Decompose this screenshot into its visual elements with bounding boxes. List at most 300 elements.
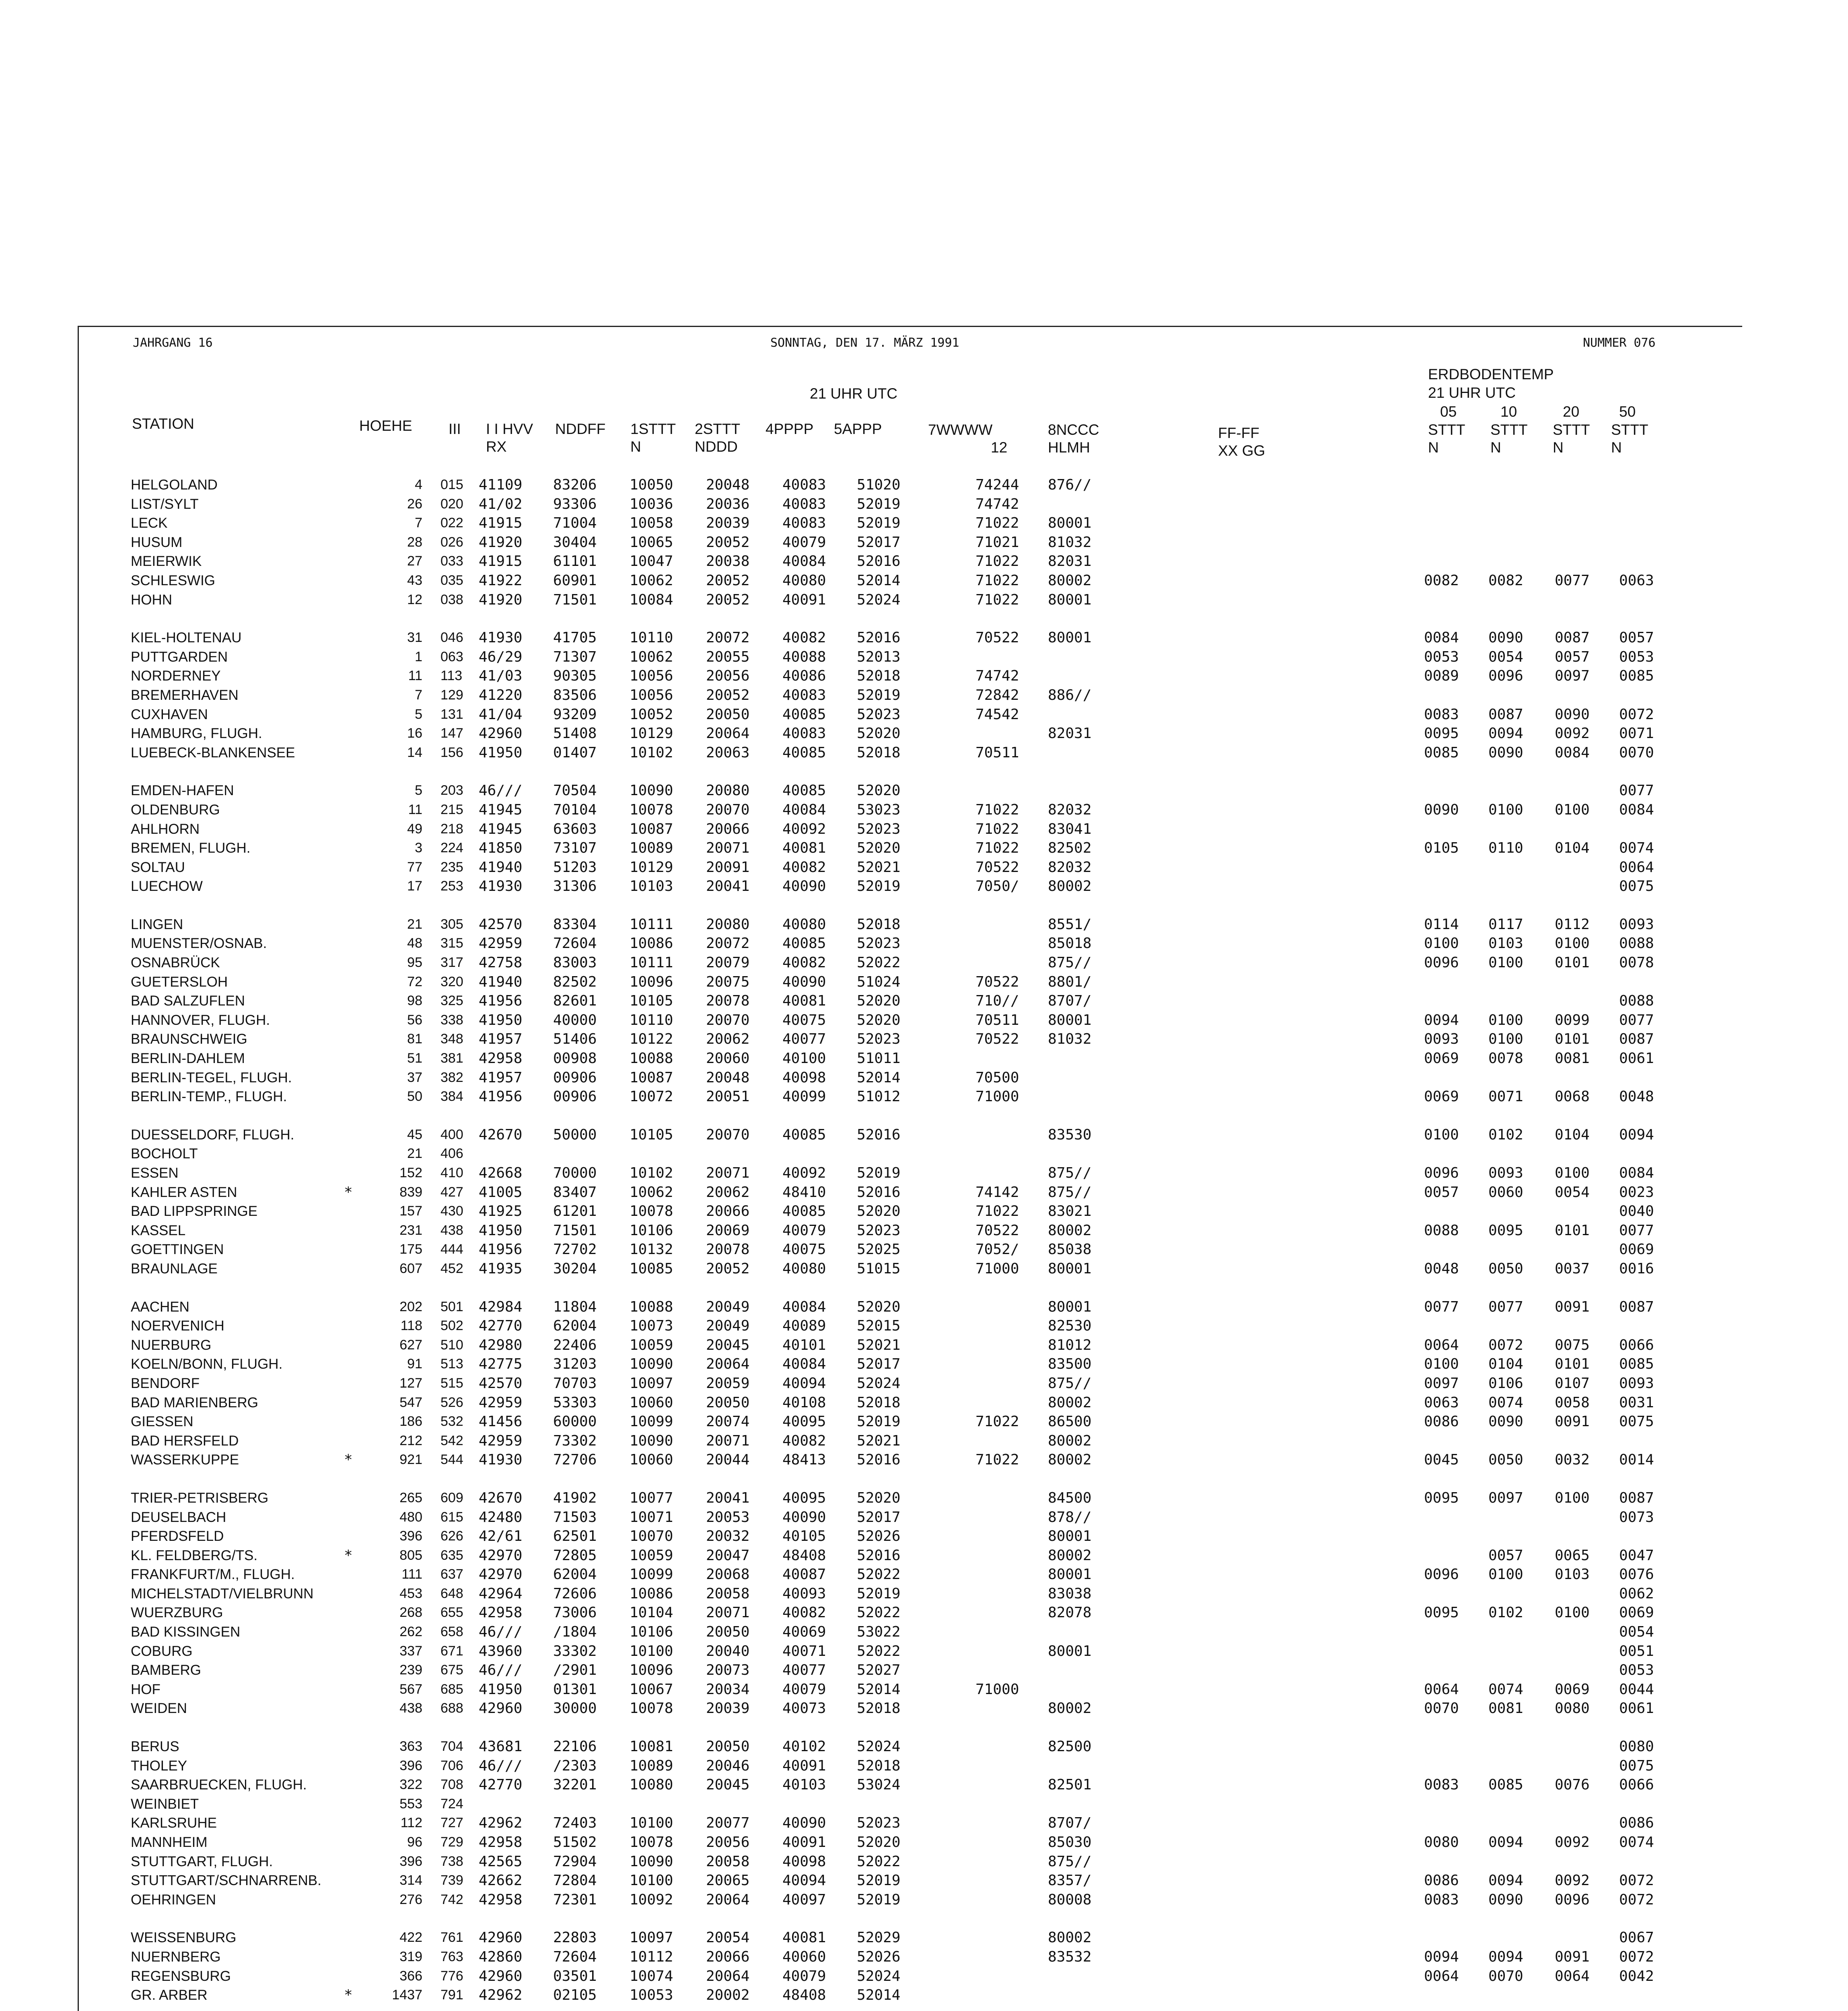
station-id: 637 (440, 1567, 463, 1582)
soil-temp-10: 0094 (1488, 1872, 1523, 1889)
soil-temp-10: 0106 (1488, 1375, 1523, 1392)
group-nddff: 01407 (553, 744, 597, 761)
group-7wwww: 71022 (975, 820, 1019, 837)
group-5appp: 52018 (857, 1757, 901, 1774)
table-row (131, 1603, 1700, 1622)
group-5appp: 52014 (857, 1987, 901, 2004)
table-row (131, 1584, 1700, 1604)
station-height: 805 (399, 1547, 422, 1563)
group-4pppp: 40080 (782, 916, 826, 933)
station-name: KASSEL (131, 1222, 186, 1238)
station-height: 453 (399, 1585, 422, 1601)
soil-temp-10: 0050 (1488, 1260, 1523, 1277)
soil-temp-50: 0076 (1619, 1566, 1654, 1583)
group-1sttt: 10090 (630, 1432, 673, 1449)
group-8nccc: 81032 (1048, 1031, 1092, 1048)
group-4pppp: 40089 (782, 1318, 826, 1334)
group-7wwww: 71022 (975, 1203, 1019, 1220)
group-5appp: 52014 (857, 1681, 901, 1698)
station-id: 129 (440, 687, 463, 703)
station-height: 152 (399, 1165, 422, 1180)
table-row (131, 1699, 1700, 1718)
group-5appp: 51020 (857, 477, 901, 493)
station-height: 337 (399, 1643, 422, 1659)
soil-temp-50: 0054 (1619, 1624, 1654, 1641)
table-row (131, 1565, 1700, 1584)
group-8nccc: 83532 (1048, 1948, 1092, 1965)
table-row (131, 724, 1700, 743)
soil-temp-20: 0054 (1555, 1184, 1590, 1201)
station-height: 95 (407, 955, 422, 971)
group-2sttt: 20048 (706, 1069, 750, 1086)
group-nddff: 00908 (553, 1050, 597, 1067)
group-iihvv: 42570 (479, 916, 523, 933)
group-1sttt: 10077 (630, 1489, 673, 1506)
station-name: TRIER-PETRISBERG (131, 1490, 269, 1506)
group-iihvv: 42958 (479, 1891, 523, 1908)
group-1sttt: 10096 (630, 1662, 673, 1679)
table-row (131, 973, 1700, 992)
group-2sttt: 20034 (706, 1681, 750, 1698)
group-iihvv: 42959 (479, 1432, 523, 1449)
station-name: SAARBRUECKEN, FLUGH. (131, 1777, 307, 1793)
station-id: 015 (440, 477, 463, 492)
station-height: 14 (407, 744, 422, 760)
group-4pppp: 40075 (782, 1241, 826, 1258)
group-1sttt: 10092 (630, 1891, 673, 1908)
group-1sttt: 10078 (630, 1834, 673, 1851)
group-5appp: 52016 (857, 1547, 901, 1564)
table-row (131, 1775, 1700, 1795)
soil-depth-05: 05 (1440, 403, 1457, 420)
soil-temp-20: 0100 (1555, 1489, 1590, 1506)
station-id: 384 (440, 1089, 463, 1104)
group-iihvv: 42970 (479, 1547, 523, 1564)
group-nddff: 71501 (553, 591, 597, 608)
group-nddff: /2901 (553, 1662, 597, 1679)
station-name: DEUSELBACH (131, 1509, 226, 1525)
soil-temp-20: 0037 (1555, 1260, 1590, 1277)
station-id: 215 (440, 802, 463, 817)
group-1sttt: 10089 (630, 840, 673, 857)
group-iihvv: 42958 (479, 1834, 523, 1851)
group-8nccc: 886// (1048, 687, 1092, 703)
group-iihvv: 42959 (479, 1394, 523, 1411)
group-8nccc: 83041 (1048, 820, 1092, 837)
col-header-nddff: NDDFF (555, 421, 606, 437)
group-7wwww: 74142 (975, 1184, 1019, 1201)
group-iihvv: 41950 (479, 744, 523, 761)
station-height: 627 (399, 1337, 422, 1353)
group-4pppp: 40090 (782, 878, 826, 895)
soil-temp-20: 0069 (1555, 1681, 1590, 1698)
station-name: BERLIN-TEGEL, FLUGH. (131, 1069, 292, 1086)
station-name: SCHLESWIG (131, 572, 216, 588)
group-4pppp: 48408 (782, 1547, 826, 1564)
soil-temp-50: 0042 (1619, 1968, 1654, 1984)
soil-col-n-10: N (1490, 439, 1501, 456)
group-1sttt: 10106 (630, 1222, 673, 1239)
soil-temp-20: 0032 (1555, 1452, 1590, 1468)
station-height: 11 (408, 668, 422, 684)
soil-temp-50: 0069 (1619, 1241, 1654, 1258)
station-id: 761 (440, 1930, 463, 1945)
soil-temp-20: 0096 (1555, 1891, 1590, 1908)
group-iihvv: 42962 (479, 1815, 523, 1832)
group-4pppp: 40090 (782, 1815, 826, 1832)
soil-temp-10: 0095 (1488, 1222, 1523, 1239)
group-iihvv: 41220 (479, 687, 523, 703)
col-header-ffff-sub: XX GG (1218, 442, 1266, 459)
station-id: 502 (440, 1318, 463, 1334)
group-8nccc: 80008 (1048, 1891, 1092, 1908)
group-1sttt: 10080 (630, 1777, 673, 1793)
group-1sttt: 10086 (630, 1585, 673, 1602)
group-nddff: 41705 (553, 629, 597, 646)
group-separator (131, 609, 1700, 628)
group-2sttt: 20066 (706, 1948, 750, 1965)
station-height: 202 (399, 1299, 422, 1314)
station-name: AHLHORN (131, 821, 200, 837)
group-2sttt: 20062 (706, 1031, 750, 1048)
group-4pppp: 40079 (782, 1222, 826, 1239)
group-4pppp: 48413 (782, 1452, 826, 1468)
soil-temp-10: 0081 (1488, 1700, 1523, 1717)
soil-temp-50: 0072 (1619, 706, 1654, 723)
group-2sttt: 20073 (706, 1662, 750, 1679)
station-name: PUTTGARDEN (131, 649, 228, 665)
station-id: 501 (440, 1299, 463, 1314)
station-id: 320 (440, 974, 463, 989)
station-id: 147 (440, 726, 463, 741)
group-iihvv: 42960 (479, 1929, 523, 1946)
station-id: 317 (440, 955, 463, 971)
group-5appp: 53022 (857, 1624, 901, 1641)
group-iihvv: 41930 (479, 1452, 523, 1468)
group-4pppp: 40084 (782, 1298, 826, 1315)
group-1sttt: 10106 (630, 1624, 673, 1641)
group-nddff: 83407 (553, 1184, 597, 1201)
group-4pppp: 40080 (782, 1260, 826, 1277)
station-name: BAD SALZUFLEN (131, 993, 245, 1009)
soil-temp-05: 0088 (1424, 1222, 1459, 1239)
soil-temp-50: 0061 (1619, 1700, 1654, 1717)
group-8nccc: 80002 (1048, 572, 1092, 589)
group-1sttt: 10047 (630, 553, 673, 570)
table-row (131, 991, 1700, 1011)
group-4pppp: 40086 (782, 668, 826, 685)
group-separator (131, 1470, 1700, 1489)
group-4pppp: 40079 (782, 1968, 826, 1984)
group-iihvv: 41957 (479, 1069, 523, 1086)
station-height: 239 (399, 1662, 422, 1678)
station-height: 112 (400, 1815, 422, 1831)
station-height: 111 (401, 1567, 422, 1582)
station-height: 396 (399, 1758, 422, 1773)
table-row (131, 1642, 1700, 1661)
station-id: 430 (440, 1203, 463, 1219)
station-name: OEHRINGEN (131, 1892, 216, 1908)
soil-temp-10: 0090 (1488, 1413, 1523, 1430)
table-row (131, 953, 1700, 973)
group-2sttt: 20059 (706, 1375, 750, 1392)
group-7wwww: 70522 (975, 1222, 1019, 1239)
group-2sttt: 20054 (706, 1929, 750, 1946)
group-2sttt: 20044 (706, 1452, 750, 1468)
group-nddff: 53303 (553, 1394, 597, 1411)
station-name: NORDERNEY (131, 668, 221, 684)
station-name: BAD HERSFELD (131, 1433, 239, 1449)
station-height: 27 (407, 553, 422, 569)
group-nddff: 00906 (553, 1088, 597, 1105)
group-iihvv: 42758 (479, 954, 523, 971)
table-row (131, 1680, 1700, 1699)
group-nddff: 51203 (553, 859, 597, 876)
group-2sttt: 20077 (706, 1815, 750, 1832)
station-id: 400 (440, 1127, 463, 1142)
table-row (131, 1221, 1700, 1240)
table-row (131, 1011, 1700, 1030)
soil-temp-05: 0069 (1424, 1050, 1459, 1067)
soil-depth-50: 50 (1619, 403, 1636, 420)
group-5appp: 52020 (857, 1203, 901, 1220)
station-name: LECK (131, 515, 168, 531)
group-8nccc: 878// (1048, 1509, 1092, 1526)
group-4pppp: 40091 (782, 1834, 826, 1851)
group-1sttt: 10053 (630, 1987, 673, 2004)
col-header-iihvv: I I HVV (486, 421, 533, 437)
issue-number: NUMMER 076 (1583, 336, 1656, 350)
group-7wwww: 71000 (975, 1260, 1019, 1277)
group-1sttt: 10078 (630, 1203, 673, 1220)
group-4pppp: 40097 (782, 1891, 826, 1908)
group-1sttt: 10088 (630, 1298, 673, 1315)
group-4pppp: 40100 (782, 1050, 826, 1067)
table-row (131, 1527, 1700, 1546)
table-row (131, 934, 1700, 953)
group-iihvv: 41956 (479, 993, 523, 1010)
group-nddff: 83304 (553, 916, 597, 933)
group-nddff: 90305 (553, 668, 597, 685)
group-2sttt: 20060 (706, 1050, 750, 1067)
group-2sttt: 20064 (706, 1356, 750, 1373)
soil-temp-05: 0048 (1424, 1260, 1459, 1277)
group-8nccc: 80002 (1048, 1547, 1092, 1564)
station-id: 532 (440, 1414, 463, 1429)
station-height: 56 (407, 1012, 422, 1028)
group-nddff: 63603 (553, 820, 597, 837)
station-name: HAMBURG, FLUGH. (131, 726, 262, 742)
group-nddff: 71004 (553, 515, 597, 532)
group-7wwww: 71022 (975, 840, 1019, 857)
soil-temp-20: 0091 (1555, 1948, 1590, 1965)
station-name: BREMERHAVEN (131, 687, 239, 703)
station-height: 567 (399, 1681, 422, 1697)
group-8nccc: 82501 (1048, 1777, 1092, 1793)
soil-temp-50: 0087 (1619, 1489, 1654, 1506)
station-id: 724 (440, 1796, 463, 1812)
table-row (131, 743, 1700, 763)
station-height: 265 (399, 1490, 422, 1505)
soil-temp-50: 0072 (1619, 1948, 1654, 1965)
group-5appp: 52020 (857, 1298, 901, 1315)
group-iihvv: 42570 (479, 1375, 523, 1392)
soil-temp-05: 0096 (1424, 954, 1459, 971)
group-nddff: 22803 (553, 1929, 597, 1946)
group-1sttt: 10110 (630, 629, 673, 646)
station-height: 1 (415, 649, 422, 664)
group-5appp: 52026 (857, 1528, 901, 1545)
station-height: 17 (407, 878, 422, 894)
group-2sttt: 20051 (706, 1088, 750, 1105)
group-5appp: 51024 (857, 973, 901, 990)
table-row (131, 820, 1700, 839)
group-4pppp: 40073 (782, 1700, 826, 1717)
group-7wwww: 70500 (975, 1069, 1019, 1086)
station-name: BAD LIPPSPRINGE (131, 1203, 258, 1219)
group-5appp: 52023 (857, 1031, 901, 1048)
station-height: 37 (407, 1069, 422, 1085)
soil-temp-20: 0099 (1555, 1012, 1590, 1028)
soil-temp-50: 0070 (1619, 744, 1654, 761)
group-8nccc: 80002 (1048, 1452, 1092, 1468)
year-label: JAHRGANG 16 (133, 336, 213, 350)
group-7wwww: 71000 (975, 1088, 1019, 1105)
soil-col-sttt-10: STTT (1490, 422, 1528, 438)
table-row (131, 1852, 1700, 1871)
soil-temp-05: 0100 (1424, 935, 1459, 952)
group-5appp: 52020 (857, 840, 901, 857)
station-id: 739 (440, 1873, 463, 1888)
group-iihvv: 41950 (479, 1012, 523, 1028)
group-2sttt: 20052 (706, 687, 750, 703)
station-height: 157 (399, 1203, 422, 1219)
group-nddff: 71307 (553, 648, 597, 665)
station-id: 046 (440, 630, 463, 646)
group-5appp: 52013 (857, 648, 901, 665)
group-nddff: 60000 (553, 1413, 597, 1430)
group-4pppp: 40081 (782, 993, 826, 1010)
group-4pppp: 40079 (782, 534, 826, 551)
group-4pppp: 40090 (782, 973, 826, 990)
station-name: BAD KISSINGEN (131, 1624, 241, 1640)
group-2sttt: 20050 (706, 1394, 750, 1411)
group-4pppp: 40093 (782, 1585, 826, 1602)
group-4pppp: 40083 (782, 515, 826, 532)
soil-temp-10: 0100 (1488, 801, 1523, 818)
group-2sttt: 20047 (706, 1547, 750, 1564)
group-8nccc: 82502 (1048, 840, 1092, 857)
group-iihvv: 46/// (479, 1662, 523, 1679)
group-1sttt: 10056 (630, 668, 673, 685)
station-name: GUETERSLOH (131, 974, 228, 990)
group-1sttt: 10111 (630, 916, 673, 933)
group-8nccc: 83021 (1048, 1203, 1092, 1220)
station-name: MUENSTER/OSNAB. (131, 936, 267, 952)
station-id: 131 (440, 706, 463, 722)
station-id: 382 (440, 1069, 463, 1085)
group-5appp: 52023 (857, 1815, 901, 1832)
group-2sttt: 20052 (706, 591, 750, 608)
group-5appp: 52021 (857, 1337, 901, 1353)
table-row (131, 858, 1700, 877)
group-nddff: 33302 (553, 1643, 597, 1659)
group-1sttt: 10081 (630, 1738, 673, 1755)
group-4pppp: 40087 (782, 1566, 826, 1583)
group-iihvv: 41850 (479, 840, 523, 857)
soil-temp-20: 0112 (1555, 916, 1590, 933)
table-row (131, 1393, 1700, 1413)
group-nddff: 30204 (553, 1260, 597, 1277)
soil-temp-20: 0104 (1555, 840, 1590, 857)
soil-temp-10: 0110 (1488, 840, 1523, 857)
station-name: EMDEN-HAFEN (131, 783, 234, 799)
group-1sttt: 10096 (630, 973, 673, 990)
station-name: HUSUM (131, 534, 183, 550)
group-nddff: 72805 (553, 1547, 597, 1564)
group-4pppp: 48408 (782, 1987, 826, 2004)
group-iihvv: 42860 (479, 1948, 523, 1965)
group-4pppp: 40092 (782, 1165, 826, 1181)
group-1sttt: 10103 (630, 878, 673, 895)
group-1sttt: 10100 (630, 1643, 673, 1659)
station-id: 325 (440, 993, 463, 1009)
group-iihvv: 41915 (479, 515, 523, 532)
station-name: BAD MARIENBERG (131, 1394, 258, 1411)
group-2sttt: 20041 (706, 878, 750, 895)
station-height: 26 (407, 496, 422, 512)
group-nddff: 51406 (553, 1031, 597, 1048)
soil-temp-50: 0066 (1619, 1337, 1654, 1353)
group-nddff: 70000 (553, 1165, 597, 1181)
group-7wwww: 72842 (975, 687, 1019, 703)
group-iihvv: 42962 (479, 1987, 523, 2004)
station-height: 396 (399, 1528, 422, 1544)
soil-temp-10: 0102 (1488, 1604, 1523, 1621)
station-id: 510 (440, 1337, 463, 1353)
soil-temp-10: 0057 (1488, 1547, 1523, 1564)
table-row (131, 1756, 1700, 1776)
table-row (131, 1947, 1700, 1967)
group-4pppp: 40081 (782, 1929, 826, 1946)
group-5appp: 53023 (857, 801, 901, 818)
group-nddff: 72804 (553, 1872, 597, 1889)
group-4pppp: 40077 (782, 1031, 826, 1048)
soil-temp-50: 0073 (1619, 1509, 1654, 1526)
group-5appp: 52020 (857, 1012, 901, 1028)
group-4pppp: 40099 (782, 1088, 826, 1105)
group-7wwww: 70522 (975, 1031, 1019, 1048)
station-id: 253 (440, 878, 463, 894)
soil-depth-10: 10 (1500, 403, 1517, 420)
station-name: BERLIN-DAHLEM (131, 1051, 245, 1067)
soil-temp-10: 0094 (1488, 725, 1523, 742)
soil-temp-20: 0100 (1555, 1604, 1590, 1621)
group-5appp: 52019 (857, 878, 901, 895)
station-id: 708 (440, 1777, 463, 1793)
table-row (131, 1355, 1700, 1374)
soil-temp-05: 0069 (1424, 1088, 1459, 1105)
group-7wwww: 70511 (975, 744, 1019, 761)
soil-temp-50: 0085 (1619, 1356, 1654, 1373)
station-id: 791 (440, 1987, 463, 2003)
group-iihvv: 42/61 (479, 1528, 523, 1545)
group-iihvv: 41920 (479, 534, 523, 551)
group-8nccc: 85030 (1048, 1834, 1092, 1851)
soil-temp-10: 0074 (1488, 1681, 1523, 1698)
group-4pppp: 40082 (782, 629, 826, 646)
group-7wwww: 70522 (975, 973, 1019, 990)
